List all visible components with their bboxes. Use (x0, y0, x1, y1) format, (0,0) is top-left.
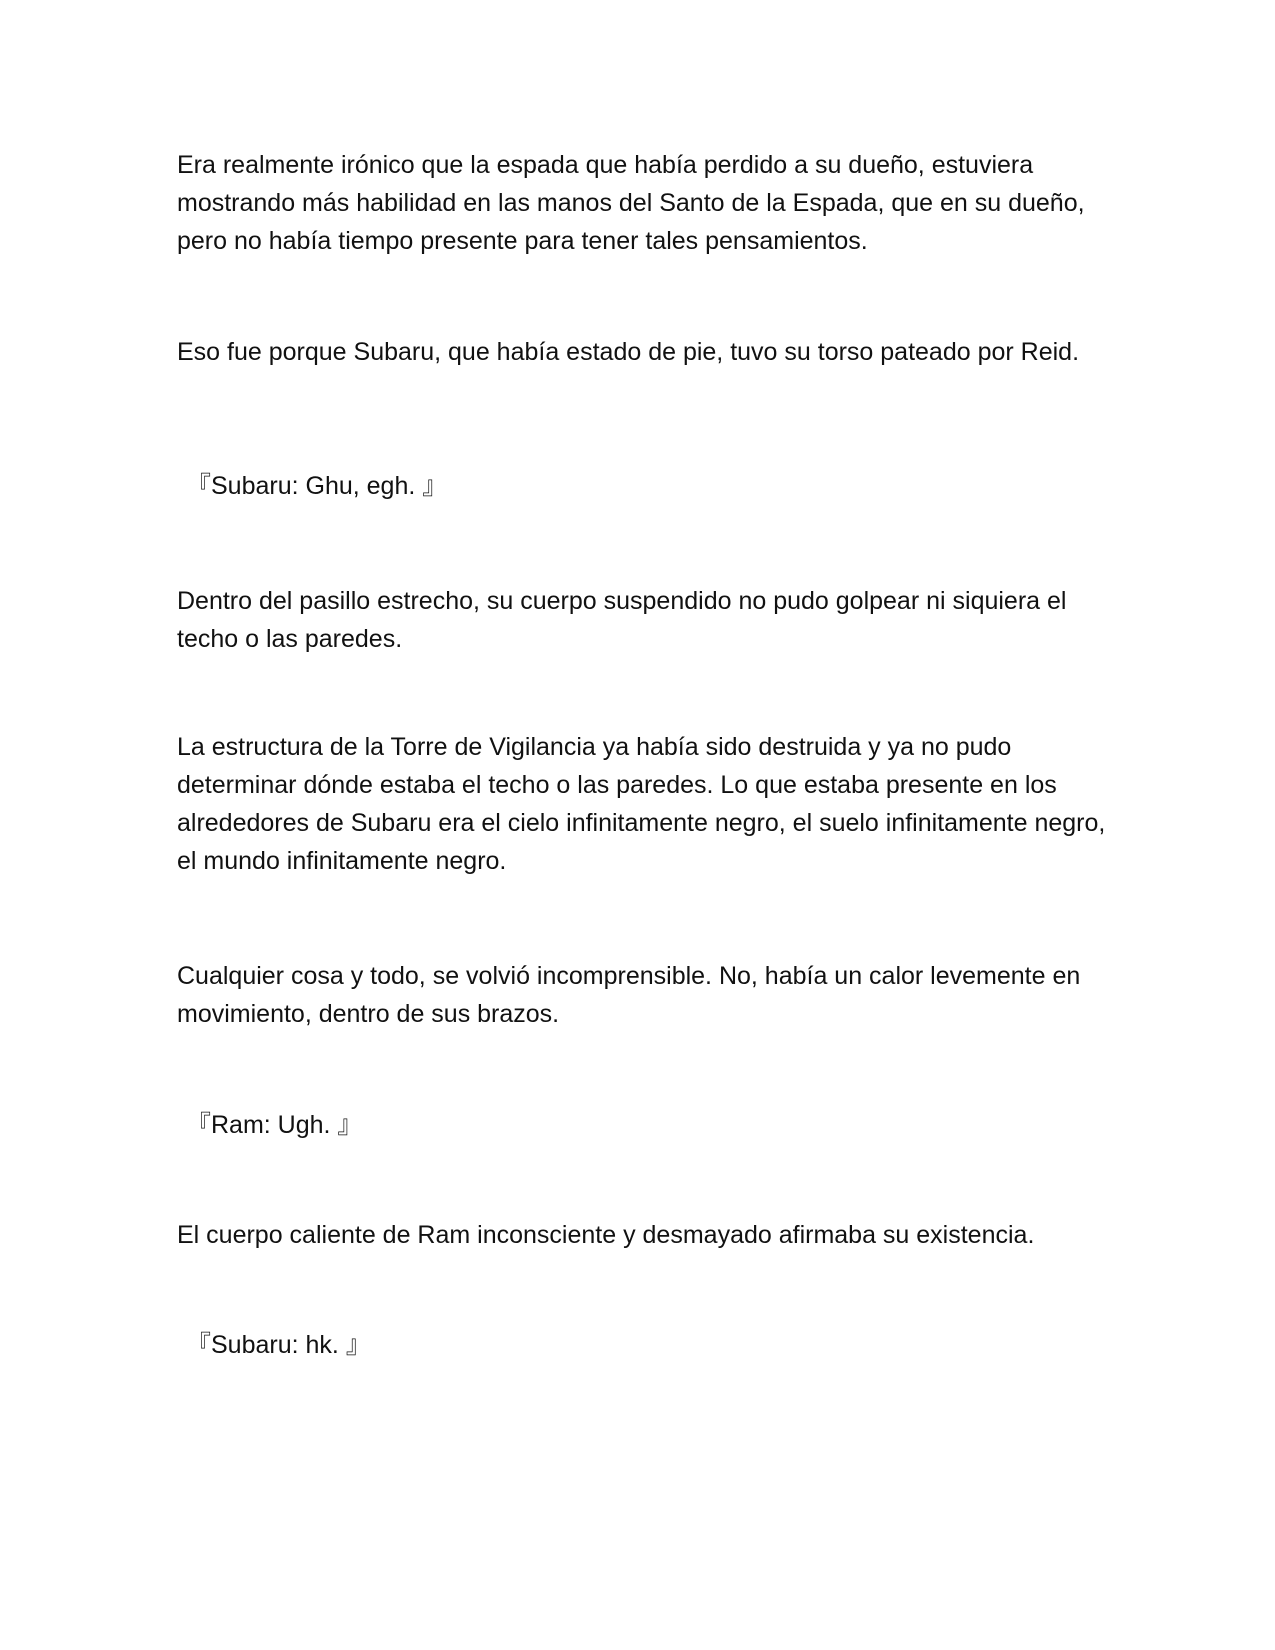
paragraph-narration-1: Era realmente irónico que la espada que había perdido a su dueño, estuviera mostrando más habilidad en las manos del Santo de la Espada, que en su dueño, pero no había tiempo presente para tener tales pensamientos. (177, 151, 1085, 255)
paragraph-narration-2: Eso fue porque Subaru, que había estado de pie, tuvo su torso pateado por Reid. (177, 338, 1080, 366)
dialogue-line-subaru-1: 『Subaru: Ghu, egh. 』 (186, 472, 448, 500)
paragraph-narration-4: La estructura de la Torre de Vigilancia ya había sido destruida y ya no pudo determinar dónde estaba el techo o las paredes. Lo que estaba presente en los alrededores de Subaru era el cielo infinitamente negro, el suelo infinitamente negro, el mundo infinitamente negro. (177, 733, 1106, 875)
dialogue-line-subaru-2: 『Subaru: hk. 』 (186, 1331, 371, 1359)
paragraph-narration-5: Cualquier cosa y todo, se volvió incomprensible. No, había un calor levemente en movimiento, dentro de sus brazos. (177, 962, 1081, 1028)
dialogue-line-ram: 『Ram: Ugh. 』 (186, 1111, 363, 1139)
paragraph-narration-3: Dentro del pasillo estrecho, su cuerpo suspendido no pudo golpear ni siquiera el techo o las paredes. (177, 587, 1067, 653)
paragraph-narration-6: El cuerpo caliente de Ram inconsciente y desmayado afirmaba su existencia. (177, 1221, 1035, 1249)
